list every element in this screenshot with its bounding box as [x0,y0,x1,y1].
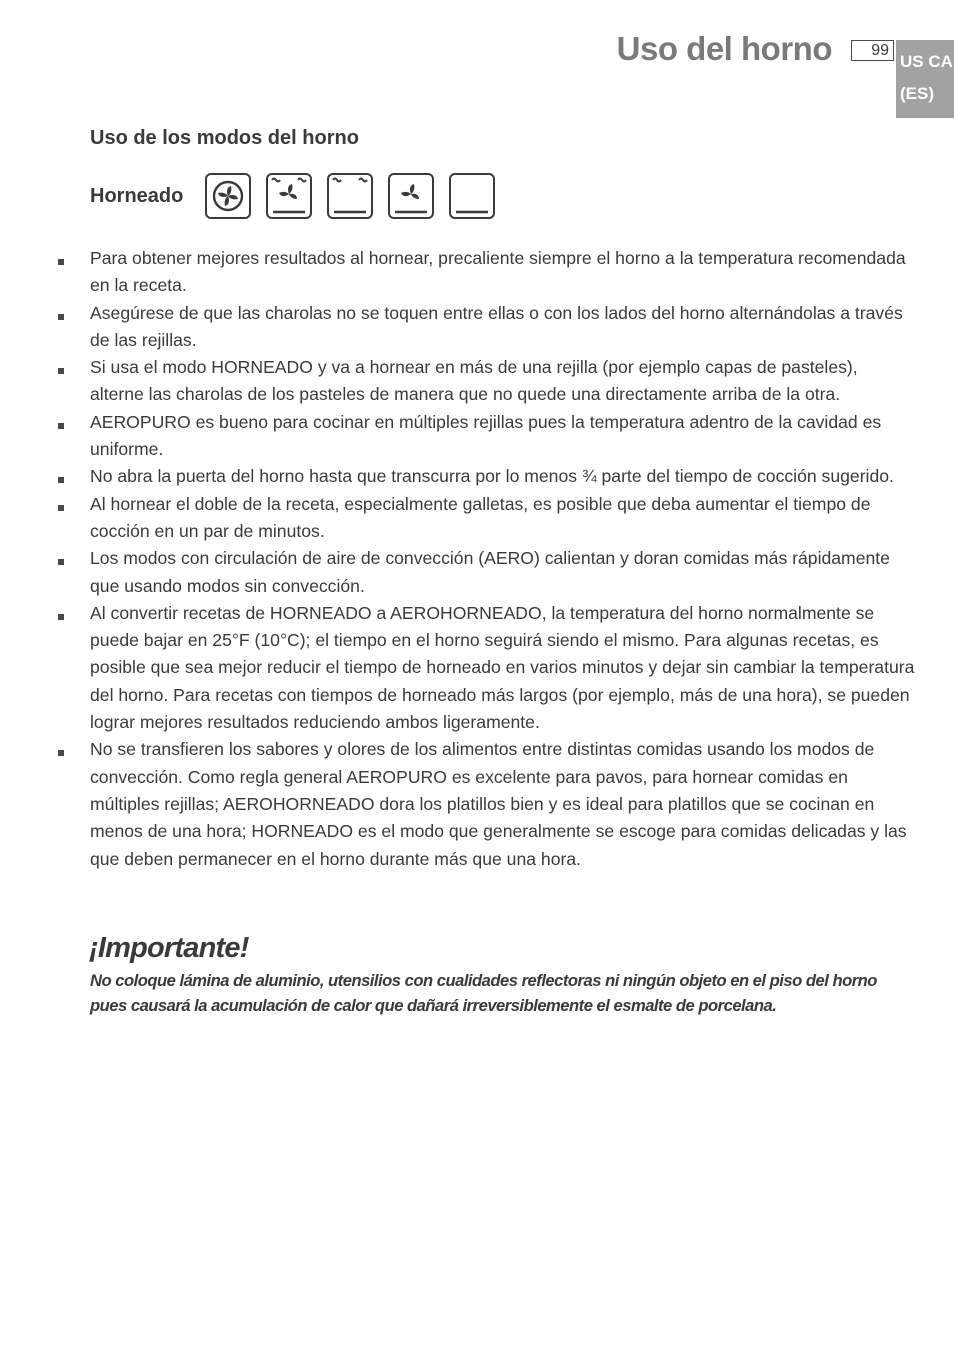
top-bottom-element-icon [326,172,374,220]
fan-top-bottom-element-icon [265,172,313,220]
fan-bottom-element-icon [387,172,435,220]
bottom-element-icon [448,172,496,220]
fan-circle-icon [204,172,252,220]
bullet-square-icon [58,614,64,620]
important-warning-text: No coloque lámina de aluminio, utensilios con cualidades reflectoras ni ningún objeto en el piso del horno pues causará la acumulación de calor que dañará irreversiblemente el esmalte de porcelana. [90,971,877,1015]
tips-list [55,245,915,873]
bullet-square-icon [58,423,64,429]
list-item [55,300,915,355]
list-item-text: Al convertir recetas de HORNEADO a AEROHORNEADO, la temperatura del horno normalmente se puede bajar en 25°F (10°C); el tiempo en el horno seguirá siendo el mismo. Para algunas recetas, es posible que sea mejor reducir el tiempo de horneado en varios minutos y dejar sin cambiar la temperatura del horno. Para recetas con tiempos de horneado más largos (por ejemplo, más de una hora), se pueden lograr mejores resultados reduciendo ambos ligeramente. [90,602,915,733]
bullet-square-icon [58,750,64,756]
language-tab [896,40,954,118]
list-item-text: Asegúrese de que las charolas no se toquen entre ellas o con los lados del horno alternándolas a través de las rejillas. [90,302,903,350]
list-item-text: Para obtener mejores resultados al hornear, precaliente siempre el horno a la temperatura recomendada en la receta. [90,248,906,296]
list-item-text: Al hornear el doble de la receta, especialmente galletas, es posible que deba aumentar el tiempo de cocción en un par de minutos. [90,493,871,541]
list-item [55,463,915,490]
important-heading: ¡Importante! [89,932,249,964]
page-title: Uso del horno [616,30,832,67]
list-item [55,736,915,872]
list-item-text: AEROPURO es bueno para cocinar en múltiples rejillas pues la temperatura adentro de la cavidad es uniforme. [90,411,882,460]
language-tab-line2: (ES) [900,84,934,103]
list-item [55,245,915,300]
bullet-square-icon [58,259,64,265]
list-item [55,409,915,464]
bullet-square-icon [58,314,64,320]
page-number: 99 [851,40,894,61]
bullet-square-icon [58,559,64,565]
list-item [55,600,915,736]
list-item-text: Los modos con circulación de aire de convección (AERO) calientan y doran comidas más rápidamente que usando modos sin convección. [90,548,890,596]
mode-row [90,172,509,220]
bullet-square-icon [58,505,64,511]
list-item-text: No abra la puerta del horno hasta que transcurra por lo menos ¾ parte del tiempo de cocción sugerido. [90,466,894,487]
bullet-square-icon [58,477,64,483]
bullet-square-icon [58,368,64,374]
section-title: Uso de los modos del horno [90,127,359,149]
list-item [55,545,915,600]
list-item [55,491,915,546]
list-item-text: Si usa el modo HORNEADO y va a hornear en más de una rejilla (por ejemplo capas de pasteles), alterne las charolas de los pasteles de manera que no quede una directamente arriba de la otra. [90,357,858,405]
list-item-text: No se transfieren los sabores y olores de los alimentos entre distintas comidas usando los modos de convección. Como regla general AEROPURO es excelente para pavos, para hornear comidas en múltiples rejillas; AEROHORNEADO dora los platillos bien y es ideal para platillos que se cocinan en menos de una hora; HORNEADO es el modo que generalmente se escoge para comidas delicadas y las que deben permanecer en el horno durante más que una hora. [90,739,907,869]
mode-label: Horneado [90,184,184,207]
language-tab-line1: US CA [900,52,953,71]
list-item [55,354,915,409]
